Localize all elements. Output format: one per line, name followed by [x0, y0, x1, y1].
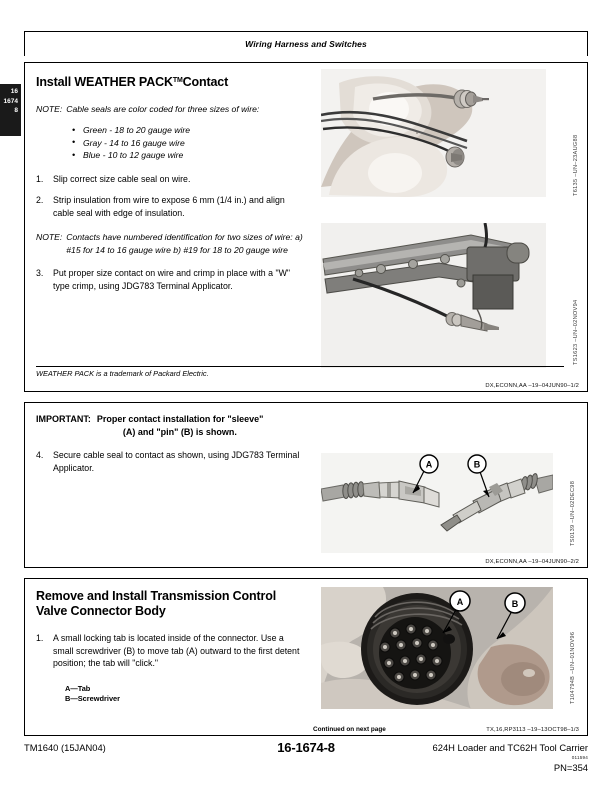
block-3-text-column — [36, 589, 304, 705]
continued-on-next-page: Continued on next page — [313, 725, 386, 733]
section-title-line-2: Valve Connector Body — [36, 604, 166, 618]
callout-b-label: B — [473, 459, 481, 470]
connector-body-illustration — [321, 587, 553, 709]
step-text: Put proper size contact on wire and crimp in place with a "W" type crimp, using JDG783 Terminal Applicator. — [53, 268, 291, 291]
important-line-1: Proper contact installation for "sleeve" — [96, 414, 264, 424]
sleeve-and-pin-contacts-photo — [321, 453, 553, 553]
step-text: Secure cable seal to contact as shown, using JDG783 Terminal Applicator. — [53, 450, 300, 473]
step-4 — [36, 449, 304, 474]
content-block-install-weather-pack — [24, 62, 588, 392]
step-2 — [36, 194, 304, 219]
step-number: 1. — [36, 633, 44, 643]
step-number: 2. — [36, 195, 44, 206]
section-tab-line-2: 1674 — [3, 97, 18, 105]
legend-item-b: B—Screwdriver — [65, 694, 121, 704]
important-label: IMPORTANT: — [36, 414, 91, 424]
note-body: Cable seals are color coded for three sizes of wire: — [66, 104, 260, 114]
footer-code: 011594 — [571, 755, 588, 760]
section-tab-line-1: 16 — [10, 88, 18, 95]
figure-caption: T6135 –UN–23AUG88 — [573, 134, 579, 196]
note-body: Contacts have numbered identification for two sizes of wire: a) #15 for 14 to 16 gauge wire b) #19 for 18 to 20 gauge wire — [66, 232, 303, 255]
block-1-text-column — [36, 73, 304, 301]
callout-b-label: B — [511, 598, 519, 609]
callout-a-label: A — [425, 459, 433, 470]
source-id: DX,ECONN,AA –19–04JUN90–1/2 — [485, 382, 579, 389]
page-title-tail: Contact — [182, 75, 229, 89]
page-title-main: Install WEATHER PACK — [36, 75, 173, 89]
weather-pack-cable-seal-photo — [321, 69, 546, 197]
wire-gauge-bullet-list — [72, 124, 304, 161]
running-header-title: Wiring Harness and Switches — [245, 39, 367, 49]
figure-caption: T104794B –UN–01NOV96 — [570, 631, 576, 704]
second-contact — [446, 147, 464, 167]
list-item: • Green - 18 to 20 gauge wire — [72, 124, 304, 136]
weather-pack-cable-seal-illustration — [321, 69, 546, 197]
terminal-applicator-crimp-photo — [321, 223, 546, 368]
trademark-superscript: TM — [172, 77, 183, 84]
page-title — [36, 73, 304, 90]
figure-caption: TS1623 –UN–02NOV94 — [573, 299, 579, 365]
trademark-rule — [36, 366, 564, 367]
important-line-2: (A) and "pin" (B) is shown. — [122, 426, 237, 437]
transmission-connector-body-photo — [321, 587, 553, 709]
important-notice — [36, 413, 304, 438]
terminal-applicator-illustration — [321, 223, 546, 368]
source-id: DX,ECONN,AA –19–04JUN90–2/2 — [485, 558, 579, 565]
section-title — [36, 589, 304, 619]
callout-legend — [65, 684, 304, 705]
footer-model-name: 624H Loader and TC62H Tool Carrier — [432, 742, 588, 753]
step-3 — [36, 267, 304, 292]
step-text: Slip correct size cable seal on wire. — [53, 173, 191, 184]
block-2-text-column — [36, 413, 304, 483]
step-number: 3. — [36, 268, 44, 279]
important-body — [97, 413, 304, 438]
note-label: NOTE: — [36, 104, 63, 114]
step-1 — [36, 173, 304, 186]
step-text: A small locking tab is located inside of the connector. Use a small screwdriver (B) to move tab (A) outward to the first detent position; the tab will "click." — [53, 633, 300, 669]
step-number: 1. — [36, 173, 44, 184]
note-label: NOTE: — [36, 232, 63, 243]
sleeve-and-pin-illustration — [321, 453, 553, 553]
note-contact-identification — [36, 231, 304, 256]
step-number: 4. — [36, 450, 44, 461]
section-tab-line-3: 8 — [14, 107, 18, 114]
legend-item-a: A—Tab — [65, 683, 91, 693]
step-1 — [36, 632, 304, 670]
footer-page-number: 16-1674-8 — [277, 740, 335, 755]
footer-pn: PN=354 — [553, 762, 588, 773]
content-block-transmission-connector — [24, 578, 588, 736]
content-block-secure-cable-seal — [24, 402, 588, 568]
note-color-codes — [36, 103, 304, 115]
source-id: TX,16,RP3113 –19–13OCT98–1/3 — [486, 726, 579, 733]
list-item: • Gray - 14 to 16 gauge wire — [72, 137, 304, 149]
figure-caption: TS0139 –UN–02DEC98 — [570, 480, 576, 546]
step-text: Strip insulation from wire to expose 6 mm (1/4 in.) and align cable seal with edge of insulation. — [53, 195, 285, 218]
section-title-line-1: Remove and Install Transmission Control — [36, 589, 277, 603]
callout-a-label: A — [456, 596, 464, 607]
running-header — [24, 31, 588, 56]
trademark-note: WEATHER PACK is a trademark of Packard Electric. — [36, 369, 209, 378]
list-item: • Blue - 10 to 12 gauge wire — [72, 149, 304, 161]
section-tab — [0, 84, 21, 136]
footer-manual-number: TM1640 (15JAN04) — [24, 742, 106, 753]
